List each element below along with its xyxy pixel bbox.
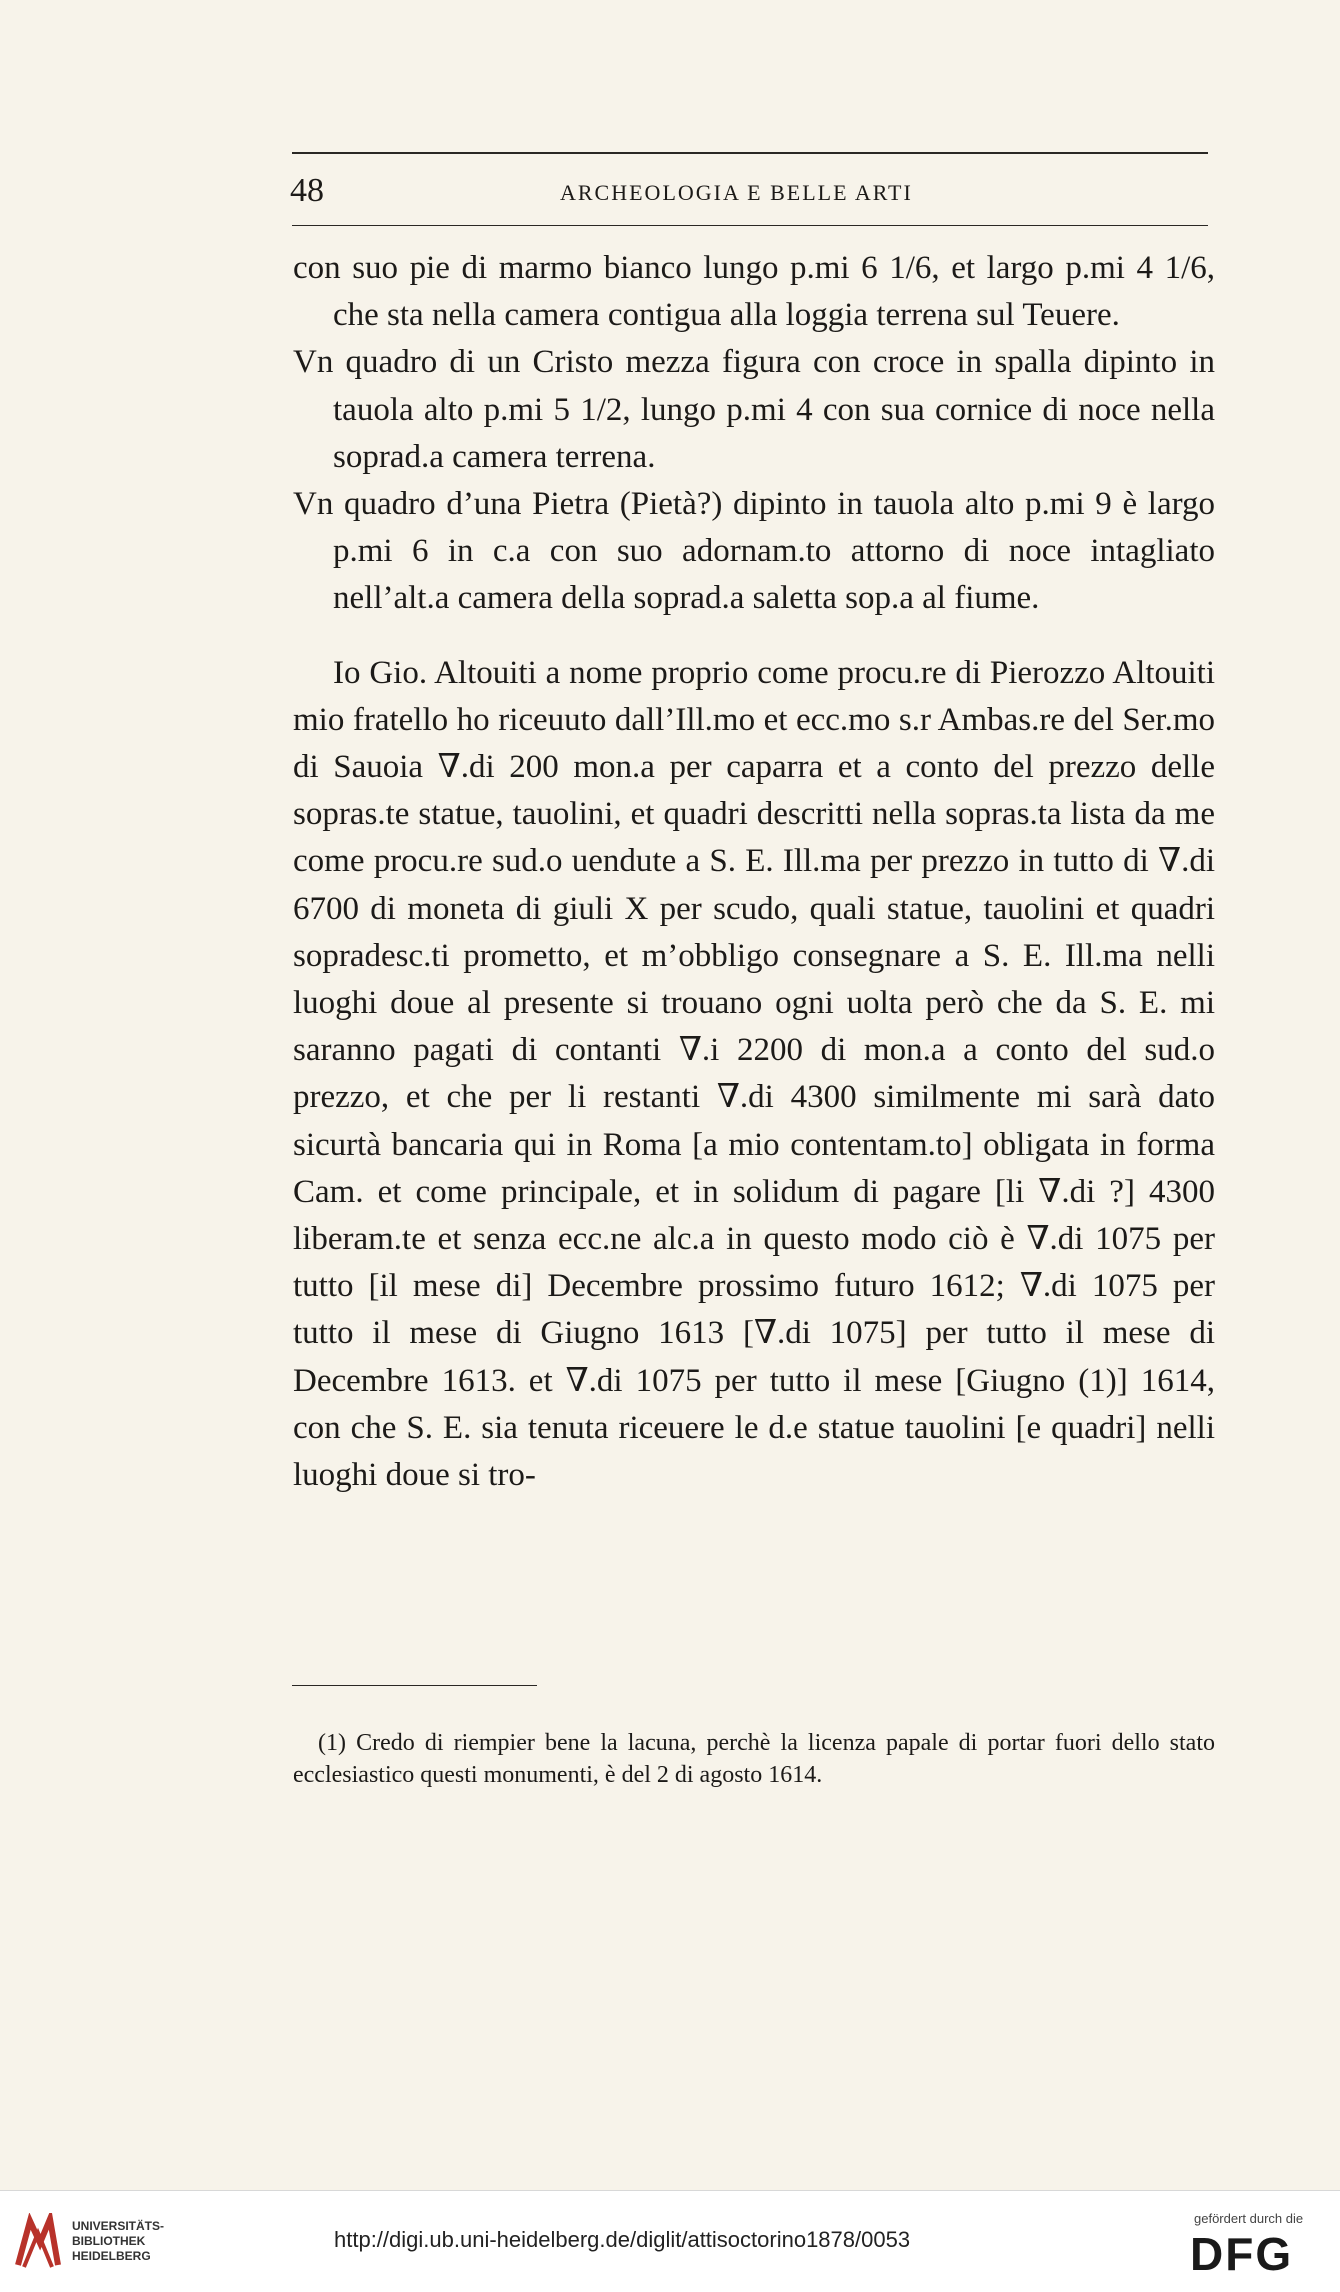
- inventory-entry: Vn quadro di un Cristo mezza figura con croce in spalla dipinto in tauola alto p.mi 5 1/2, lungo p.mi 4 con sua cornice di noce nella soprad.a camera terrena.: [293, 344, 1215, 475]
- inventory-entry: Vn quadro d’una Pietra (Pietà?) dipinto in tauola alto p.mi 9 è largo p.mi 6 in c.a con suo adornam.to attorno di noce intagliato nell’alt.a camera della soprad.a saletta sop.a al fiume.: [293, 486, 1215, 617]
- funded-by-label: gefördert durch die: [1194, 2211, 1304, 2226]
- university-seal-icon: [10, 2213, 65, 2273]
- permalink-url[interactable]: http://digi.ub.uni-heidelberg.de/diglit/attisoctorino1878/0053: [334, 2227, 911, 2252]
- body-text: [293, 245, 1215, 1499]
- receipt-paragraph: Io Gio. Altouiti a nome proprio come procu.re di Pierozzo Altouiti mio fratello ho riceuuto dall’Ill.mo et ecc.mo s.r Ambas.re del Ser.mo di Sauoia ∇.di 200 mon.a per caparra et a conto del prezzo delle sopras.te statue, tauolini, et quadri descritti nella sopras.ta lista da me come procu.re sud.o uendute a S. E. Ill.ma per prezzo in tutto di ∇.di 6700 di moneta di giuli X per scudo, quali statue, tauolini et quadri sopradesc.ti prometto, et m’obbligo consegnare a S. E. Ill.ma nelli luoghi doue al presente si trouano ogni uolta però che da S. E. mi saranno pagati di contanti ∇.i 2200 di mon.a a conto del sud.o prezzo, et che per li restanti ∇.di 4300 similmente mi sarà dato sicurtà bancaria qui in Roma [a mio contentam.to] obligata in forma Cam. et come principale, et in solidum di pagare [li ∇.di ?] 4300 liberam.te et senza ecc.ne alc.a in questo modo ciò è ∇.di 1075 per tutto [il mese di] Decembre prossimo futuro 1612; ∇.di 1075 per tutto il mese di Giugno 1613 [∇.di 1075] per tutto il mese di Decembre 1613. et ∇.di 1075 per tutto il mese [Giugno (1)] 1614, con che S. E. sia tenuta riceuere le d.e statue tauolini [e quadri] nelli luoghi doue si tro-: [293, 654, 1215, 1494]
- inventory-entry: con suo pie di marmo bianco lungo p.mi 6 1/6, et largo p.mi 4 1/6, che sta nella camera contigua alla loggia terrena sul Teuere.: [293, 250, 1215, 334]
- footnote-rule: [292, 1685, 537, 1686]
- page-number: 48: [290, 172, 324, 209]
- institution-line: HEIDELBERG: [72, 2249, 151, 2263]
- institution-line: BIBLIOTHEK: [72, 2234, 146, 2248]
- running-title: ARCHEOLOGIA E BELLE ARTI: [560, 180, 913, 205]
- header-rule-bottom: [292, 225, 1208, 226]
- institution-line: UNIVERSITÄTS-: [72, 2219, 165, 2233]
- footnote: (1) Credo di riempier bene la lacuna, perchè la licenza papale di portar fuori dello stato ecclesiastico questi monumenti, è del 2 di agosto 1614.: [293, 1730, 1215, 1788]
- dfg-logo: DFG: [1190, 2228, 1294, 2280]
- digitization-footer: [0, 2190, 1340, 2292]
- header-rule-top: [292, 152, 1208, 154]
- institution-name: [72, 2219, 164, 2264]
